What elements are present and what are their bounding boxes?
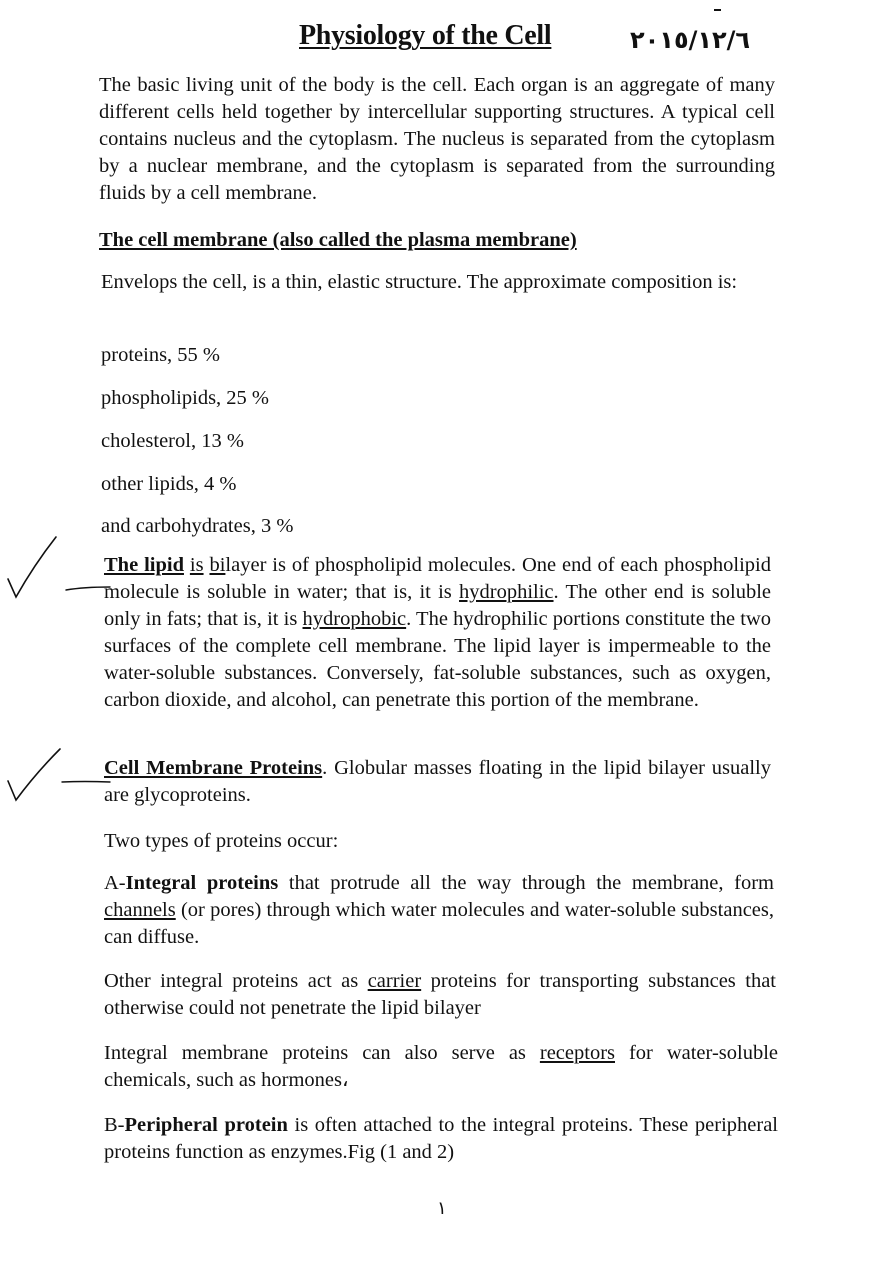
lipid-text-2: . The other end is soluble only in fats; that is, it is [104, 581, 771, 630]
lipid-bi: bi [209, 554, 226, 576]
hydrophobic-term: hydrophobic [302, 608, 407, 630]
hydrophilic-term: hydrophilic [459, 581, 554, 603]
receptors-text-2: for water-soluble chemicals, such as hormones، [104, 1042, 778, 1091]
carrier-text-2: proteins for transporting substances that otherwise could not penetrate the lipid bilayer [104, 970, 776, 1019]
lipid-text-1: layer is of phospholipid molecules. One end of each phospholipid molecule is soluble in water; that is, it is [104, 554, 772, 603]
composition-item-other-lipids: other lipids, 4 % [101, 473, 237, 495]
intro-paragraph: The basic living unit of the body is the cell. Each organ is an aggregate of many different cells held together by intercellular supporting structures. A typical cell contains nucleus and the cytoplasm. The nucleus is separated from the cytoplasm by a nuclear membrane, and the cytoplasm is separated from the surrounding fluids by a cell membrane. [99, 74, 775, 204]
membrane-proteins-lead: Cell Membrane Proteins [104, 757, 323, 779]
peripheral-text: is often attached to the integral proteins. These peripheral proteins function as enzymes.Fig (1 and 2) [104, 1114, 778, 1163]
peripheral-prefix: B- [104, 1114, 125, 1136]
membrane-proteins-text: . Globular masses floating in the lipid bilayer usually are glycoproteins. [104, 757, 772, 806]
handwritten-checkmark-icon [0, 535, 120, 610]
integral-term: Integral proteins [125, 872, 279, 894]
integral-text-1: that protrude all the way through the membrane, form [278, 872, 774, 894]
integral-text-2: (or pores) through which water molecules and water-soluble substances, can diffuse. [104, 899, 774, 948]
composition-item-phospholipids: phospholipids, 25 % [101, 387, 269, 409]
receptors-paragraph [104, 1040, 778, 1094]
receptors-term: receptors [539, 1042, 615, 1064]
handwritten-checkmark-icon [0, 745, 120, 810]
composition-item-carbohydrates: and carbohydrates, 3 % [101, 515, 294, 537]
lipid-text-3: . The hydrophilic portions constitute the two surfaces of the complete cell membrane. The lipid layer is impermeable to the water-soluble substances. Conversely, fat-soluble substances, such as oxygen, carbon dioxide, and alcohol, can penetrate this portion of the membrane. [104, 608, 771, 711]
lipid-is: is [189, 554, 204, 576]
peripheral-protein-paragraph [104, 1112, 778, 1166]
page-title: Physiology of the Cell [299, 20, 552, 51]
peripheral-term: Peripheral protein [124, 1114, 288, 1136]
carrier-text-1: Other integral proteins act as [104, 970, 368, 992]
membrane-intro-paragraph: Envelops the cell, is a thin, elastic structure. The approximate composition is: [101, 271, 738, 293]
date-dash-mark [714, 9, 721, 11]
cell-membrane-heading: The cell membrane (also called the plasma membrane) [99, 229, 577, 251]
receptors-text-1: Integral membrane proteins can also serve as [104, 1042, 540, 1064]
two-types-line: Two types of proteins occur: [104, 830, 339, 852]
lipid-bilayer-paragraph [104, 552, 771, 714]
carrier-proteins-paragraph [104, 968, 776, 1022]
page-number: ١ [437, 1198, 447, 1219]
integral-prefix: A- [104, 872, 126, 894]
composition-item-proteins: proteins, 55 % [101, 344, 220, 366]
composition-item-cholesterol: cholesterol, 13 % [101, 430, 244, 452]
handwritten-date: ٢٠١٥/١٢/٦ [630, 26, 751, 54]
lipid-lead: The lipid [104, 554, 184, 576]
membrane-proteins-paragraph [104, 755, 771, 809]
carrier-term: carrier [367, 970, 422, 992]
channels-term: channels [104, 899, 176, 921]
integral-proteins-paragraph [104, 870, 774, 951]
